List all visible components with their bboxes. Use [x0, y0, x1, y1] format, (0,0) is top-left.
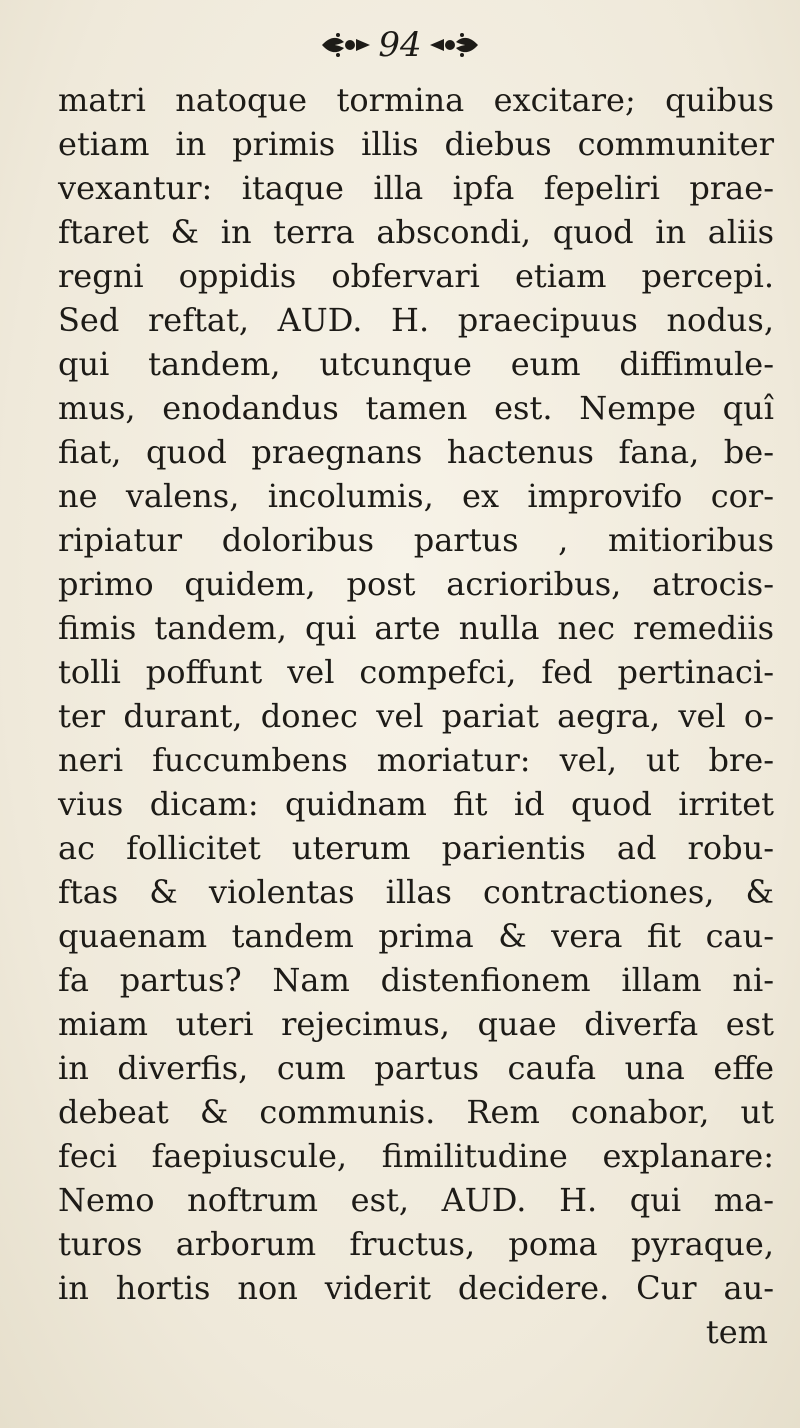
- text-line: feci faepiuscule, fimilitudine explanare:: [58, 1137, 774, 1175]
- text-line: fiat, quod praegnans hactenus fana, be-: [58, 433, 774, 471]
- text-line: in hortis non viderit decidere. Cur au-: [58, 1269, 774, 1307]
- text-line: ftaret & in terra abscondi, quod in aliis: [58, 213, 774, 251]
- text-line: turos arborum fructus, poma pyraque,: [58, 1225, 774, 1263]
- text-line: Sed reftat, AUD. H. praecipuus nodus,: [58, 301, 774, 339]
- text-line: ac follicitet uterum parientis ad robu-: [58, 829, 774, 867]
- text-line: debeat & communis. Rem conabor, ut: [58, 1093, 774, 1131]
- text-line: primo quidem, post acrioribus, atrocis-: [58, 565, 774, 603]
- text-line: ripiatur doloribus partus , mitioribus: [58, 521, 774, 559]
- page-number: 94: [378, 25, 422, 65]
- text-line: fimis tandem, qui arte nulla nec remediis: [58, 609, 774, 647]
- text-line: vius dicam: quidnam fit id quod irritet: [58, 785, 774, 823]
- text-line: Nemo noftrum est, AUD. H. qui ma-: [58, 1181, 774, 1219]
- text-line: regni oppidis obfervari etiam percepi.: [58, 257, 774, 295]
- text-line: etiam in primis illis diebus communiter: [58, 125, 774, 163]
- catchword: tem: [705, 1313, 768, 1351]
- text-line: ter durant, donec vel pariat aegra, vel o-: [58, 697, 774, 735]
- text-line: quaenam tandem prima & vera fit cau-: [58, 917, 774, 955]
- text-line: ftas & violentas illas contractiones, &: [58, 873, 774, 911]
- printer-ornament-icon: [428, 30, 480, 60]
- text-line: miam uteri rejecimus, quae diverfa est: [58, 1005, 774, 1043]
- text-line: in diverfis, cum partus caufa una effe: [58, 1049, 774, 1087]
- body-text: [58, 78, 774, 1354]
- text-line: vexantur: itaque illa ipfa fepeliri prae-: [58, 169, 774, 207]
- text-line: neri fuccumbens moriatur: vel, ut bre-: [58, 741, 774, 779]
- text-line: matri natoque tormina excitare; quibus: [58, 81, 774, 119]
- text-line: tolli poffunt vel compefci, fed pertinaci-: [58, 653, 774, 691]
- text-line: ne valens, incolumis, ex improvifo cor-: [58, 477, 774, 515]
- text-line: fa partus? Nam distenfionem illam ni-: [58, 961, 774, 999]
- text-line: mus, enodandus tamen est. Nempe quî: [58, 389, 774, 427]
- page-header: [0, 16, 800, 74]
- text-line: qui tandem, utcunque eum diffimule-: [58, 345, 774, 383]
- printer-ornament-icon: [320, 30, 372, 60]
